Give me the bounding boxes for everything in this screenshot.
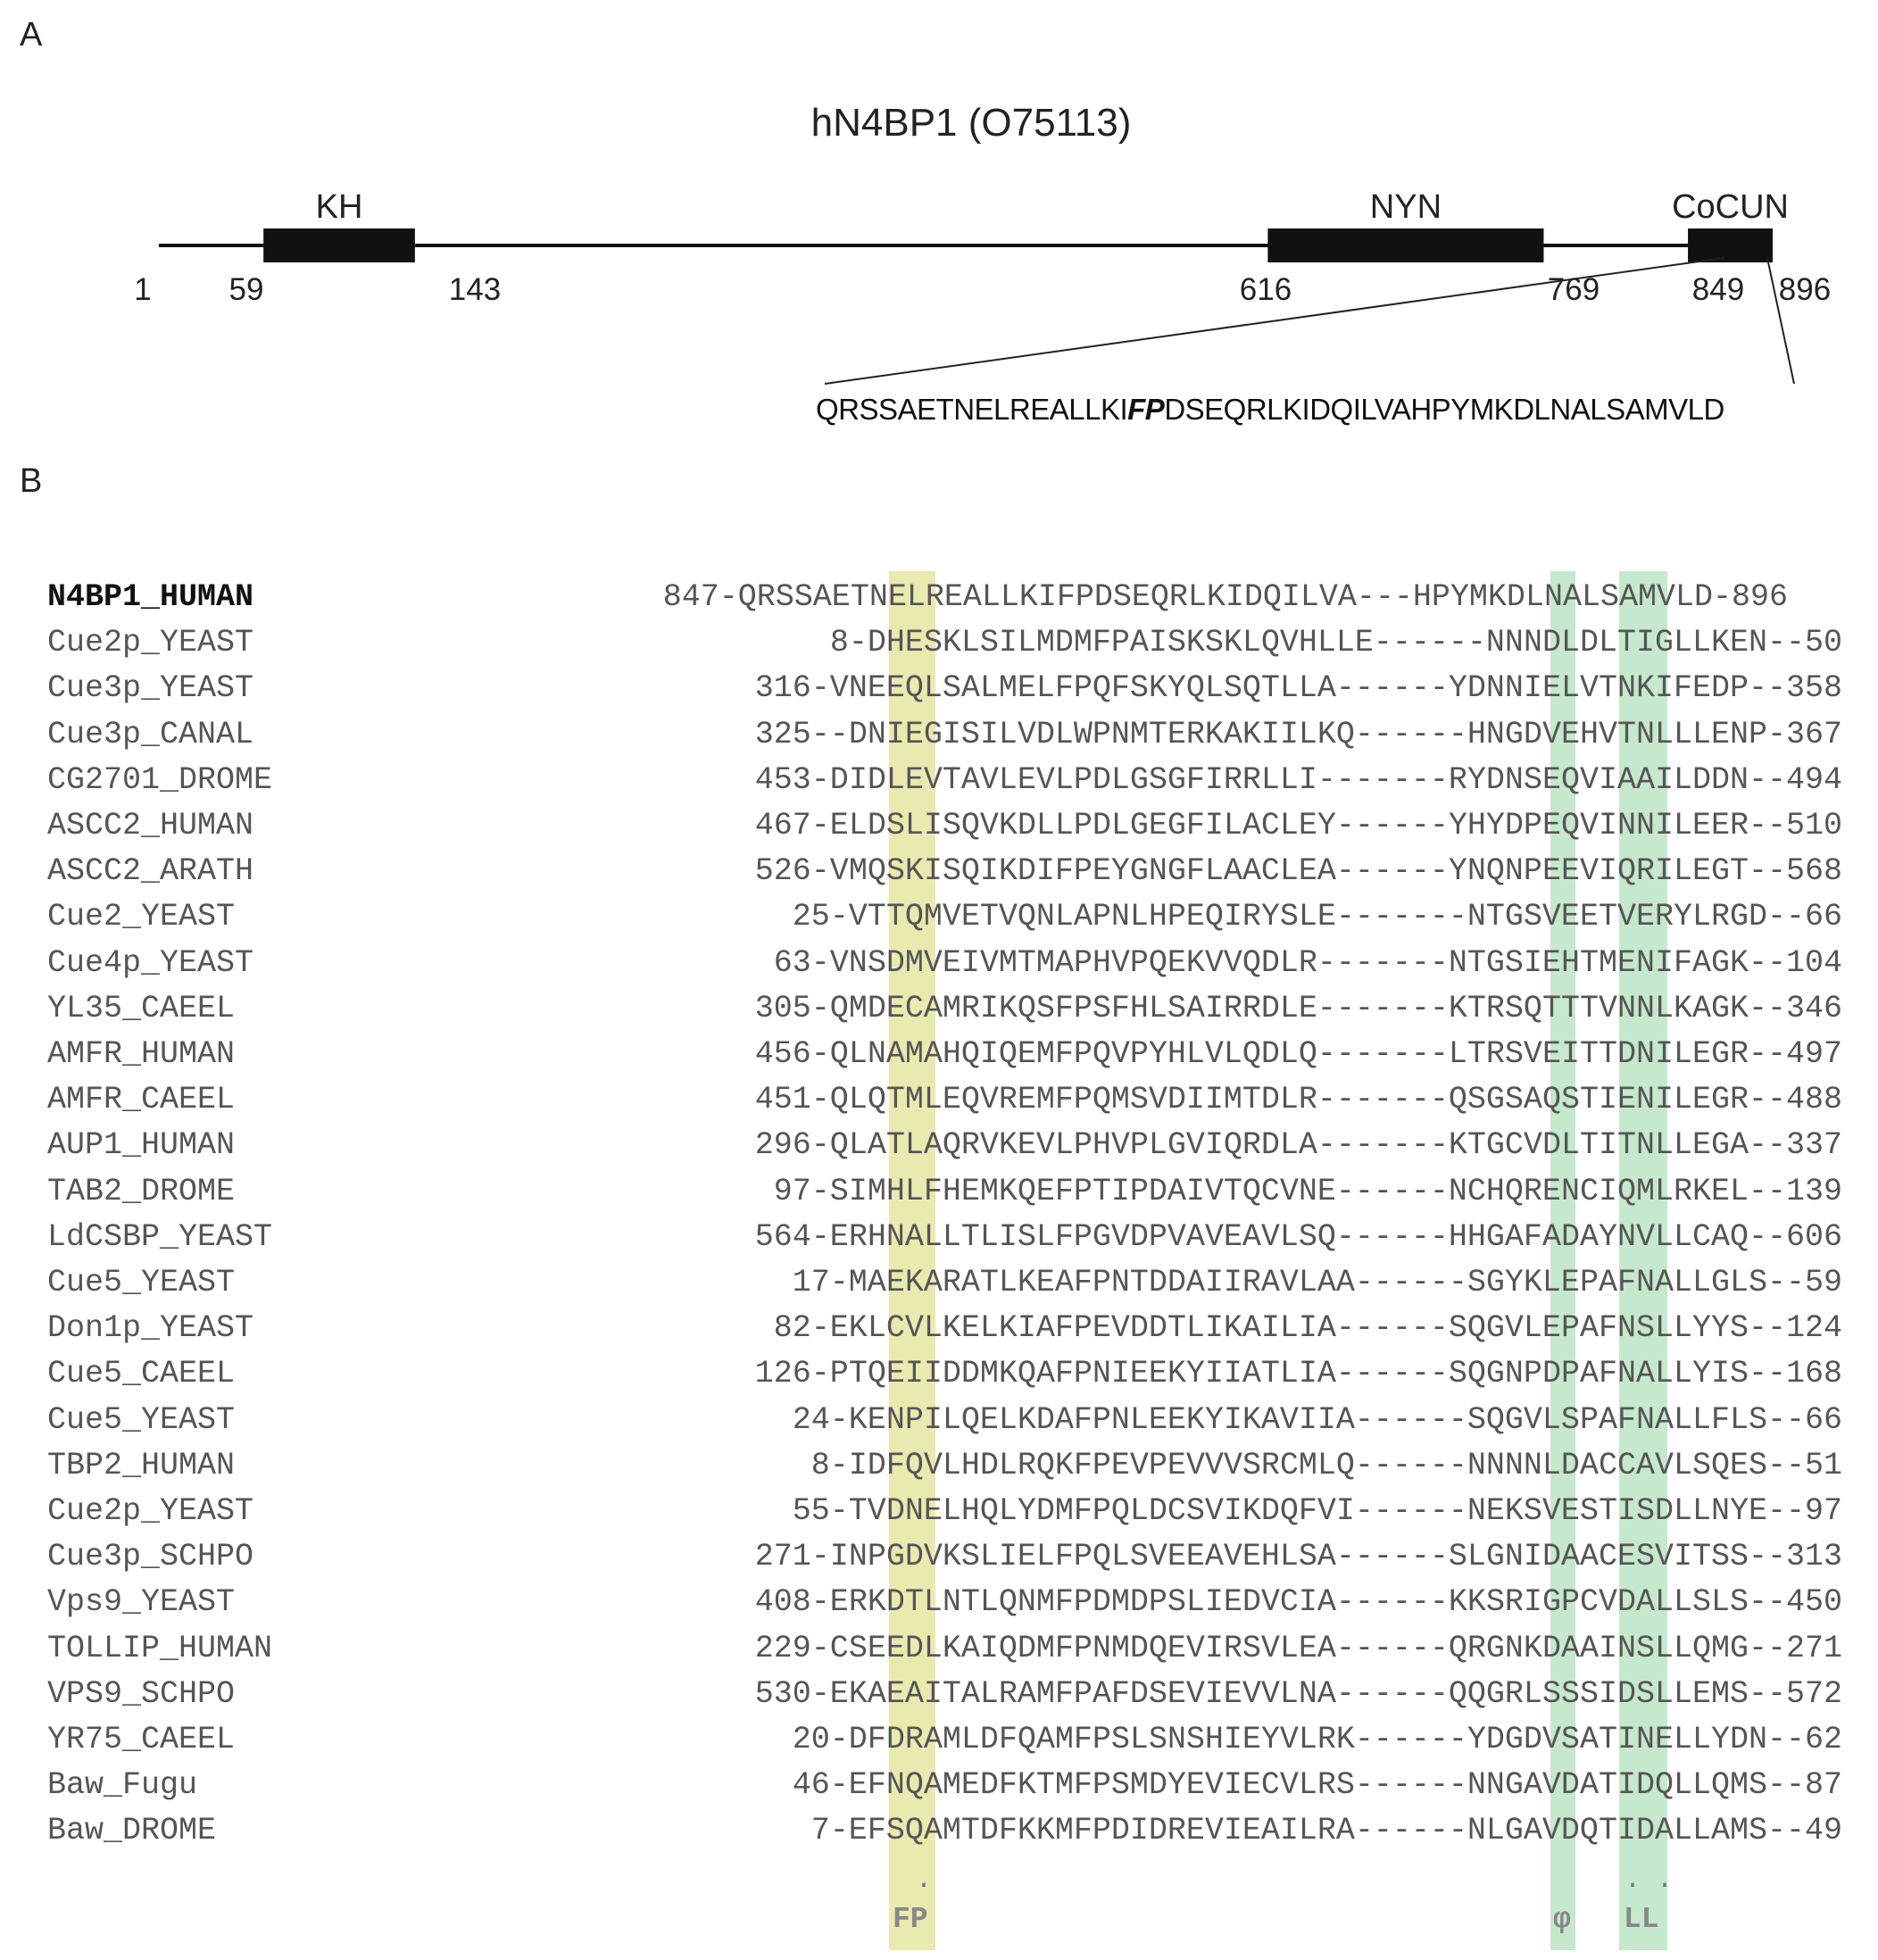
alignment-row-name: LdCSBP_YEAST: [47, 1218, 273, 1255]
position-label-143: 143: [448, 272, 502, 307]
alignment-row-name: N4BP1_HUMAN: [47, 579, 254, 615]
ll-conservation-dots: . .: [1625, 1865, 1674, 1896]
alignment-row-name: YL35_CAEEL: [47, 990, 236, 1026]
alignment-row-sequence: 456-QLNAMAHQIQEMFPQVPYHLVLQDLQ-------LTRSVEITTDNILEGR--497: [754, 1036, 1842, 1072]
sequence-after: DSEQRLKIDQILVAHPYMKDLNALSAMVLD: [1164, 393, 1724, 426]
alignment-row-sequence: 17-MAEKARATLKEAFPNTDDAIIRAVLAA------SGYKLEPAFNALLGLS--59: [792, 1265, 1842, 1300]
position-label-769: 769: [1547, 272, 1600, 307]
position-label-59: 59: [229, 272, 264, 307]
alignment-row-sequence: 126-PTQEIIDDMKQAFPNIEEKYIIATLIA------SQGNPDPAFNALLYIS--168: [754, 1356, 1842, 1392]
alignment-row-name: ASCC2_HUMAN: [47, 808, 254, 843]
alignment-row-name: Cue5_CAEEL: [47, 1356, 236, 1392]
domain-box-cocun: [1688, 228, 1773, 262]
position-label-896: 896: [1778, 272, 1832, 307]
consensus-fp: FP: [893, 1903, 928, 1936]
alignment-row-sequence: 305-QMDECAMRIKQSFPSFHLSAIRRDLE-------KTRSQTTTVNNLKAGK--346: [754, 990, 1842, 1026]
domain-box-kh: [263, 228, 415, 262]
alignment-row-name: Cue2_YEAST: [47, 899, 236, 935]
alignment-row-sequence: 82-EKLCVLKELKIAFPEVDDTLIKAILIA------SQGVLEPAFNSLLYYS--124: [773, 1310, 1842, 1347]
sequence-motif: FP: [1127, 393, 1165, 426]
alignment-row-sequence: 20-DFDRAMLDFQAMFPSLSNSHIEYVLRK------YDGDVSATINELLYDN--62: [792, 1722, 1842, 1757]
alignment-row-sequence: 7-EFSQAMTDFKKMFPDIDREVIEAILRA------NLGAVDQTIDALLAMS--49: [810, 1813, 1842, 1849]
alignment-row-sequence: 8-DHESKLSILMDMFPAISKSKLQVHLLE------NNNDLDLTIGLLKEN--50: [829, 625, 1842, 661]
domain-label-kh: KH: [315, 188, 363, 226]
alignment-row-sequence: 8-IDFQVLHDLRQKFPEVPEVVVSRCMLQ------NNNNLDACCAVLSQES--51: [810, 1447, 1842, 1483]
alignment-row-name: VPS9_SCHPO: [47, 1675, 236, 1712]
domain-box-nyn: [1267, 228, 1543, 262]
alignment-row-sequence: 229-CSEEDLKAIQDMFPNMDQEVIRSVLEA------QRGNKDAAINSLLQMG--271: [754, 1630, 1842, 1666]
alignment-row-name: AUP1_HUMAN: [47, 1127, 236, 1164]
alignment-row-name: TOLLIP_HUMAN: [47, 1630, 273, 1666]
domain-label-nyn: NYN: [1369, 188, 1442, 226]
alignment-row-sequence: 271-INPGDVKSLIELFPQLSVEEAVEHLSA------SLGNIDAACESVITSS--313: [754, 1539, 1842, 1575]
alignment-row-sequence: 325--DNIEGISILVDLWPNMTERKAKIILKQ------HNGDVEHVTNLLLENP-367: [754, 716, 1842, 752]
alignment-row-name: ASCC2_ARATH: [47, 853, 254, 890]
alignment-row-name: Vps9_YEAST: [47, 1584, 236, 1621]
alignment-row-sequence: 55-TVDNELHQLYDMFPQLDCSVIKDQFVI------NEKSVESTISDLLNYE--97: [792, 1493, 1842, 1529]
protein-title: hN4BP1 (O75113): [810, 101, 1132, 145]
position-label-1: 1: [134, 272, 152, 307]
alignment-row-sequence: 451-QLQTMLEQVREMFPQMSVDIIMTDLR-------QSGSAQSTIENILEGR--488: [754, 1082, 1842, 1118]
alignment-row-sequence: 46-EFNQAMEDFKTMFPSMDYEVIECVLRS------NNGAVDATIDQLLQMS--87: [792, 1767, 1842, 1804]
panel-b-label: B: [20, 462, 43, 500]
alignment-row-sequence: 97-SIMHLFHEMKQEFPTIPDAIVTQCVNE------NCHQRENCIQMLRKEL--139: [773, 1173, 1842, 1209]
alignment-row-sequence: 467-ELDSLISQVKDLLPDLGEGFILACLEY------YHYDPEQVINNILEER--510: [754, 808, 1842, 843]
panel-a-label: A: [20, 16, 43, 54]
alignment-row-name: AMFR_HUMAN: [47, 1036, 236, 1072]
alignment-row-name: CG2701_DROME: [47, 761, 273, 798]
alignment-row-sequence: 408-ERKDTLNTLQNMFPDMDPSLIEDVCIA------KKSRIGPCVDALLSLS--450: [754, 1584, 1842, 1621]
alignment-row-name: Cue3p_YEAST: [47, 670, 254, 707]
alignment-row-sequence: 63-VNSDMVEIVMTMAPHVPQEKVVQDLR-------NTGSIEHTMENIFAGK--104: [773, 944, 1842, 981]
domain-label-cocun: CoCUN: [1672, 188, 1789, 226]
cocun-sequence: [816, 393, 1724, 427]
alignment-row-name: Cue3p_CANAL: [47, 716, 254, 752]
alignment-row-sequence: 453-DIDLEVTAVLEVLPDLGSGFIRRLLI-------RYDNSEQVIAAILDDN--494: [754, 761, 1842, 798]
position-label-849: 849: [1691, 272, 1745, 307]
alignment-row-name: TBP2_HUMAN: [47, 1447, 236, 1483]
domain-diagram: [0, 0, 1878, 446]
fp-conservation-dots: .: [916, 1865, 933, 1896]
alignment-row-name: TAB2_DROME: [47, 1173, 236, 1209]
alignment-row-name: Cue5_YEAST: [47, 1265, 236, 1300]
consensus-ll: LL: [1624, 1903, 1659, 1936]
sequence-before: QRSSAETNELREALLKI: [816, 393, 1128, 426]
alignment-row-sequence: 296-QLATLAQRVKEVLPHVPLGVIQRDLA-------KTGCVDLTITNLLEGA--337: [754, 1127, 1842, 1164]
alignment-row-sequence: 24-KENPILQELKDAFPNLEEKYIKAVIIA------SQGVLSPAFNALLFLS--66: [792, 1401, 1842, 1438]
alignment-row-name: YR75_CAEEL: [47, 1722, 236, 1757]
alignment-row-name: Cue2p_YEAST: [47, 1493, 254, 1529]
alignment-row-name: Baw_Fugu: [47, 1767, 198, 1804]
alignment-row-name: Cue4p_YEAST: [47, 944, 254, 981]
alignment-row-name: Cue5_YEAST: [47, 1401, 236, 1438]
position-label-616: 616: [1239, 272, 1292, 307]
alignment-row-name: AMFR_CAEEL: [47, 1082, 236, 1118]
alignment-row-name: Baw_DROME: [47, 1813, 217, 1849]
alignment-row-sequence: 530-EKAEAITALRAMFPAFDSEVIEVVLNA------QQGRLSSSIDSLLEMS--572: [754, 1675, 1842, 1712]
alignment-row-name: Cue2p_YEAST: [47, 625, 254, 661]
alignment-row-sequence: 25-VTTQMVETVQNLAPNLHPEQIRYSLE-------NTGSVEETVERYLRGD--66: [792, 899, 1842, 935]
alignment-row-sequence: 564-ERHNALLTLISLFPGVDPVAVEAVLSQ------HHGAFADAYNVLLCAQ--606: [754, 1218, 1842, 1255]
alignment-row-sequence: 316-VNEEQLSALMELFPQFSKYQLSQTLLA------YDNNIELVTNKIFEDP--358: [754, 670, 1842, 707]
alignment-row-name: Cue3p_SCHPO: [47, 1539, 254, 1575]
alignment-row-sequence: 847-QRSSAETNELREALLKIFPDSEQRLKIDQILVA---HPYMKDLNALSAMVLD-896: [662, 579, 1788, 615]
consensus-phi: φ: [1553, 1903, 1571, 1936]
alignment-row-sequence: 526-VMQSKISQIKDIFPEYGNGFLAACLEA------YNQNPEEVIQRILEGT--568: [754, 853, 1842, 890]
alignment-row-name: Don1p_YEAST: [47, 1310, 254, 1347]
